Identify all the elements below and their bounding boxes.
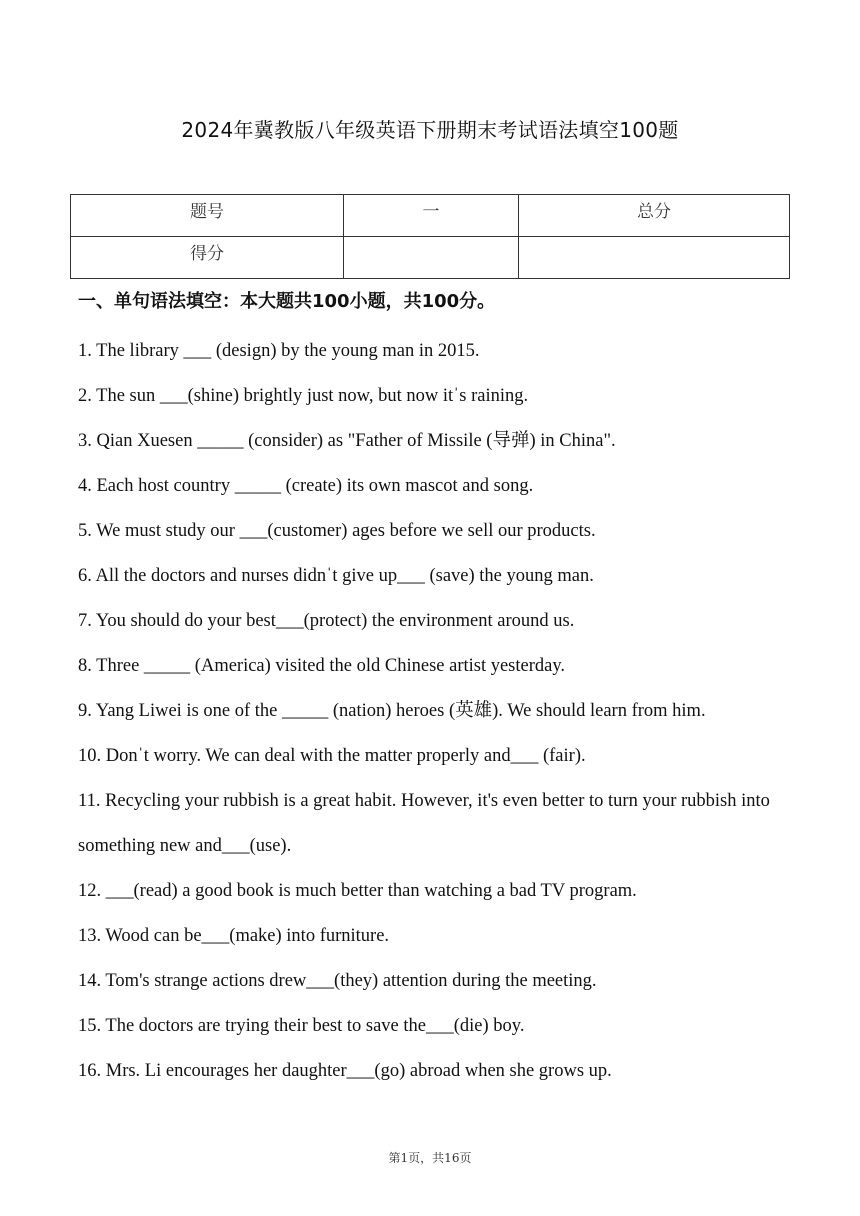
question-item: 12. ___(read) a good book is much better than watching a bad TV program. [78, 881, 637, 901]
score-table-score-row [71, 237, 790, 279]
question-item: 7. You should do your best___(protect) the environment around us. [78, 611, 575, 631]
document-title: 2024年冀教版八年级英语下册期末考试语法填空100题 [181, 118, 679, 142]
question-item: 4. Each host country _____ (create) its own mascot and song. [78, 476, 534, 496]
score-table-cell: 得分 [71, 237, 344, 279]
score-table [70, 194, 790, 279]
question-item: 6. All the doctors and nurses didnˈt give up___ (save) the young man. [78, 566, 594, 586]
question-list [78, 329, 788, 1094]
question-item: 15. The doctors are trying their best to save the___(die) boy. [78, 1016, 525, 1036]
question-item: 13. Wood can be___(make) into furniture. [78, 926, 390, 946]
question-item: 2. The sun ___(shine) brightly just now, but now itˈs raining. [78, 386, 529, 406]
score-table-cell [519, 237, 790, 279]
question-item: 1. The library ___ (design) by the young man in 2015. [78, 341, 480, 361]
page-footer: 第1页，共16页 [388, 1151, 472, 1165]
question-item: 16. Mrs. Li encourages her daughter___(go) abroad when she grows up. [78, 1061, 612, 1081]
question-item: 8. Three _____ (America) visited the old Chinese artist yesterday. [78, 656, 566, 676]
question-item: 14. Tom's strange actions drew___(they) attention during the meeting. [78, 971, 597, 991]
score-table-header-row [71, 195, 790, 237]
question-item: 3. Qian Xuesen _____ (consider) as "Father of Missile (导弹) in China". [78, 431, 616, 451]
section-heading: 一、单句语法填空：本大题共100小题，共100分。 [78, 291, 496, 312]
question-item: 11. Recycling your rubbish is a great habit. However, it's even better to turn your rubbish into something new and___(use). [78, 791, 770, 856]
score-table-cell: 一 [344, 195, 519, 237]
question-item: 9. Yang Liwei is one of the _____ (nation) heroes (英雄). We should learn from him. [78, 701, 706, 721]
question-item: 10. Donˈt worry. We can deal with the matter properly and___ (fair). [78, 746, 586, 766]
score-table-cell: 总分 [519, 195, 790, 237]
question-item: 5. We must study our ___(customer) ages before we sell our products. [78, 521, 596, 541]
score-table-cell [344, 237, 519, 279]
score-table-cell: 题号 [71, 195, 344, 237]
